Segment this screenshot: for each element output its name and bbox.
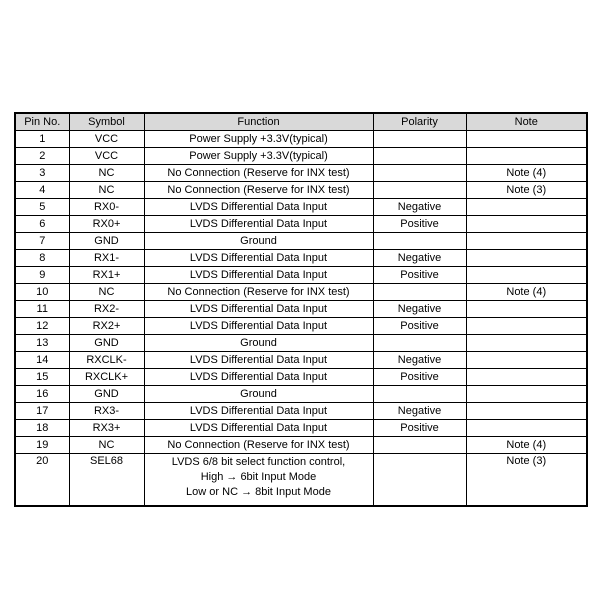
cell-function: LVDS Differential Data Input (144, 250, 373, 267)
cell-polarity (373, 335, 466, 352)
cell-polarity: Negative (373, 199, 466, 216)
cell-pin-no: 13 (15, 335, 69, 352)
cell-pin-no: 1 (15, 131, 69, 148)
cell-symbol: RX3- (69, 403, 144, 420)
cell-note: Note (4) (466, 165, 587, 182)
cell-polarity (373, 165, 466, 182)
cell-function: No Connection (Reserve for INX test) (144, 165, 373, 182)
cell-function: Ground (144, 335, 373, 352)
cell-function: Ground (144, 233, 373, 250)
table-row (15, 335, 587, 352)
cell-polarity: Positive (373, 216, 466, 233)
cell-pin-no: 5 (15, 199, 69, 216)
cell-function: LVDS Differential Data Input (144, 318, 373, 335)
cell-symbol: RX1- (69, 250, 144, 267)
cell-note (466, 301, 587, 318)
cell-function: LVDS Differential Data Input (144, 301, 373, 318)
cell-function: No Connection (Reserve for INX test) (144, 437, 373, 454)
table-row (15, 148, 587, 165)
cell-polarity: Positive (373, 420, 466, 437)
cell-polarity: Positive (373, 369, 466, 386)
cell-note (466, 352, 587, 369)
column-header-polarity: Polarity (373, 113, 466, 131)
table-row (15, 403, 587, 420)
cell-note (466, 318, 587, 335)
cell-note (466, 420, 587, 437)
cell-symbol: RX0+ (69, 216, 144, 233)
cell-pin-no: 20 (15, 454, 69, 507)
cell-note (466, 148, 587, 165)
cell-pin-no: 10 (15, 284, 69, 301)
cell-polarity: Negative (373, 352, 466, 369)
pin-assignment-table (14, 112, 588, 507)
cell-pin-no: 17 (15, 403, 69, 420)
table-header-row (15, 113, 587, 131)
cell-note (466, 250, 587, 267)
cell-pin-no: 15 (15, 369, 69, 386)
cell-note: Note (4) (466, 284, 587, 301)
cell-symbol: RX2+ (69, 318, 144, 335)
cell-symbol: RXCLK- (69, 352, 144, 369)
column-header-symbol: Symbol (69, 113, 144, 131)
column-header-pin-no: Pin No. (15, 113, 69, 131)
cell-note (466, 369, 587, 386)
cell-pin-no: 16 (15, 386, 69, 403)
cell-note: Note (3) (466, 454, 587, 507)
cell-function: LVDS Differential Data Input (144, 216, 373, 233)
cell-pin-no: 19 (15, 437, 69, 454)
cell-polarity: Negative (373, 403, 466, 420)
cell-polarity (373, 386, 466, 403)
table-row (15, 131, 587, 148)
cell-note (466, 233, 587, 250)
cell-function-line-1: LVDS 6/8 bit select function control, (171, 456, 346, 468)
cell-pin-no: 3 (15, 165, 69, 182)
cell-pin-no: 18 (15, 420, 69, 437)
cell-symbol: GND (69, 233, 144, 250)
cell-symbol: NC (69, 182, 144, 199)
table-row (15, 369, 587, 386)
table-row (15, 437, 587, 454)
cell-pin-no: 14 (15, 352, 69, 369)
cell-polarity (373, 437, 466, 454)
cell-pin-no: 11 (15, 301, 69, 318)
cell-symbol: NC (69, 165, 144, 182)
cell-symbol: RX1+ (69, 267, 144, 284)
cell-pin-no: 7 (15, 233, 69, 250)
cell-symbol: RX0- (69, 199, 144, 216)
cell-pin-no: 4 (15, 182, 69, 199)
cell-symbol: RX3+ (69, 420, 144, 437)
cell-polarity (373, 233, 466, 250)
pin-assignment-table-container (14, 112, 586, 507)
table-row (15, 233, 587, 250)
table-row (15, 199, 587, 216)
table-row (15, 284, 587, 301)
cell-symbol: RXCLK+ (69, 369, 144, 386)
cell-note (466, 199, 587, 216)
table-row (15, 165, 587, 182)
cell-function-line-3: Low or NC → 8bit Input Mode (186, 486, 331, 498)
table-body (15, 131, 587, 507)
cell-pin-no: 12 (15, 318, 69, 335)
column-header-function: Function (144, 113, 373, 131)
cell-pin-no: 9 (15, 267, 69, 284)
cell-symbol: VCC (69, 148, 144, 165)
cell-note (466, 386, 587, 403)
cell-symbol: VCC (69, 131, 144, 148)
cell-symbol: SEL68 (69, 454, 144, 507)
cell-polarity: Positive (373, 267, 466, 284)
table-row (15, 318, 587, 335)
cell-pin-no: 2 (15, 148, 69, 165)
cell-note (466, 403, 587, 420)
cell-function: No Connection (Reserve for INX test) (144, 284, 373, 301)
cell-symbol: RX2- (69, 301, 144, 318)
table-row (15, 267, 587, 284)
table-header (15, 113, 587, 131)
cell-note (466, 267, 587, 284)
cell-function: LVDS Differential Data Input (144, 369, 373, 386)
cell-polarity (373, 454, 466, 507)
cell-polarity (373, 131, 466, 148)
cell-note: Note (3) (466, 182, 587, 199)
cell-function: LVDS Differential Data Input (144, 352, 373, 369)
cell-function: LVDS Differential Data Input (144, 199, 373, 216)
cell-polarity (373, 182, 466, 199)
cell-polarity: Negative (373, 250, 466, 267)
cell-function-line-2: High → 6bit Input Mode (200, 471, 317, 483)
cell-function: LVDS Differential Data Input (144, 420, 373, 437)
cell-function: LVDS Differential Data Input (144, 267, 373, 284)
table-row (15, 216, 587, 233)
cell-symbol: GND (69, 335, 144, 352)
table-row (15, 352, 587, 369)
cell-function: Power Supply +3.3V(typical) (144, 131, 373, 148)
cell-pin-no: 6 (15, 216, 69, 233)
table-row (15, 301, 587, 318)
cell-function: No Connection (Reserve for INX test) (144, 182, 373, 199)
cell-function: Power Supply +3.3V(typical) (144, 148, 373, 165)
cell-note: Note (4) (466, 437, 587, 454)
cell-polarity: Negative (373, 301, 466, 318)
table-row (15, 386, 587, 403)
cell-polarity (373, 148, 466, 165)
cell-symbol: GND (69, 386, 144, 403)
table-row (15, 250, 587, 267)
cell-note (466, 131, 587, 148)
cell-polarity: Positive (373, 318, 466, 335)
cell-note (466, 335, 587, 352)
table-row (15, 420, 587, 437)
cell-function: LVDS Differential Data Input (144, 403, 373, 420)
column-header-note: Note (466, 113, 587, 131)
cell-symbol: NC (69, 284, 144, 301)
cell-note (466, 216, 587, 233)
table-row (15, 454, 587, 507)
cell-polarity (373, 284, 466, 301)
table-row (15, 182, 587, 199)
cell-function (144, 454, 373, 507)
cell-pin-no: 8 (15, 250, 69, 267)
cell-symbol: NC (69, 437, 144, 454)
cell-function: Ground (144, 386, 373, 403)
